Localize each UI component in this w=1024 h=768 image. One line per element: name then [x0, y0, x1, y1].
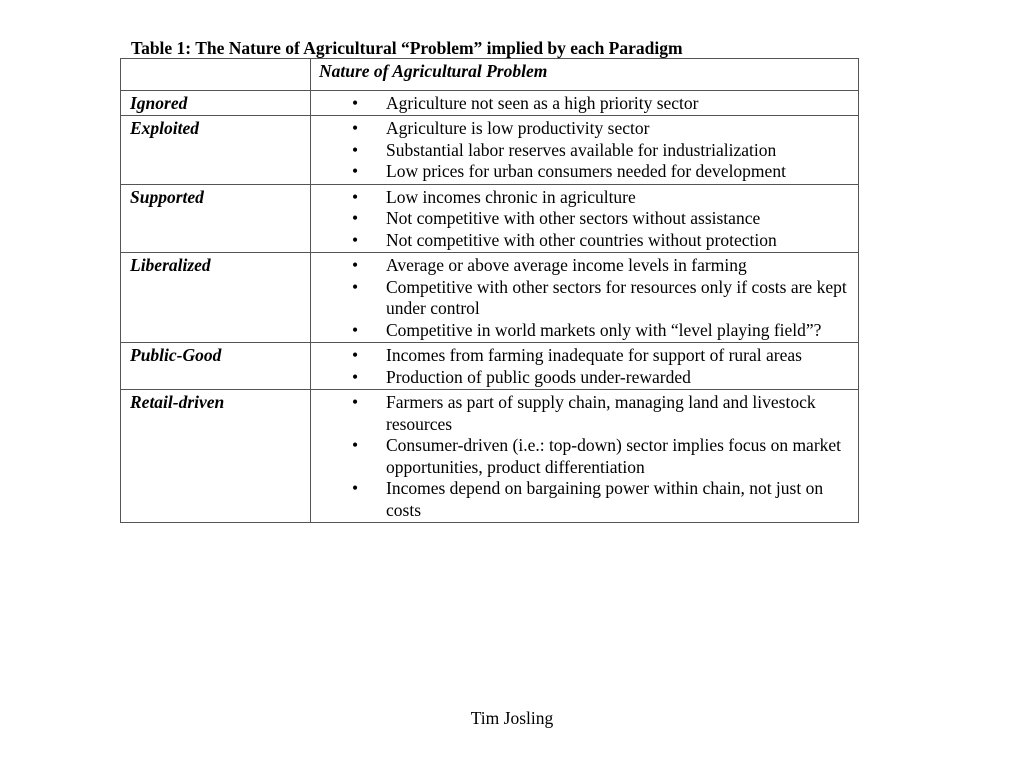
header-empty-cell — [121, 59, 311, 91]
bullet-item: • Average or above average income levels in farming — [311, 255, 850, 277]
bullet-list — [311, 390, 858, 522]
bullet-item: • Low incomes chronic in agriculture — [311, 187, 850, 209]
problem-cell — [311, 343, 859, 390]
paradigm-cell — [121, 90, 311, 116]
problem-cell — [311, 390, 859, 523]
problem-cell — [311, 184, 859, 253]
paradigm-name: Supported — [130, 186, 204, 207]
problem-cell — [311, 253, 859, 343]
bullet-item: • Competitive in world markets only with “level playing field”? — [311, 320, 850, 342]
bullet-item: • Production of public goods under-rewarded — [311, 367, 850, 389]
table-row — [121, 90, 859, 116]
paradigm-name: Liberalized — [130, 255, 211, 275]
paradigm-cell — [121, 253, 311, 343]
header-col2-label: Nature of Agricultural Problem — [319, 61, 548, 81]
table-row — [121, 253, 859, 343]
bullet-list — [311, 253, 858, 342]
bullet-item: • Incomes depend on bargaining power within chain, not just on costs — [311, 478, 850, 521]
paradigm-name: Retail-driven — [130, 392, 225, 412]
bullet-item: • Incomes from farming inadequate for support of rural areas — [311, 345, 850, 367]
paradigm-cell — [121, 184, 311, 253]
table-row — [121, 116, 859, 185]
problem-cell — [311, 116, 859, 185]
header-problem-cell — [311, 59, 859, 91]
bullet-item: • Not competitive with other sectors without assistance — [311, 208, 850, 230]
table-caption: Table 1: The Nature of Agricultural “Problem” implied by each Paradigm — [131, 38, 683, 58]
paradigm-name: Public-Good — [130, 345, 222, 365]
bullet-item: • Consumer-driven (i.e.: top-down) sector implies focus on market opportunities, product differentiation — [311, 435, 850, 478]
bullet-item: • Agriculture is low productivity sector — [311, 118, 850, 140]
paradigm-cell — [121, 116, 311, 185]
paradigm-name: Ignored — [130, 92, 188, 113]
paradigm-cell — [121, 390, 311, 523]
bullet-item: • Not competitive with other countries without protection — [311, 230, 850, 252]
author-name: Tim Josling — [470, 708, 554, 728]
table-row — [121, 390, 859, 523]
bullet-item: • Farmers as part of supply chain, managing land and livestock resources — [311, 392, 850, 435]
table-row — [121, 184, 859, 253]
paradigm-name: Exploited — [130, 118, 200, 138]
bullet-item: • Low prices for urban consumers needed for development — [311, 161, 850, 183]
table-header-row — [121, 59, 859, 91]
bullet-list — [311, 116, 858, 184]
paradigm-cell — [121, 343, 311, 390]
header-col1-label — [121, 59, 310, 61]
author-footer — [0, 707, 1024, 729]
problem-cell — [311, 90, 859, 116]
bullet-item: • Agriculture not seen as a high priority sector — [311, 93, 850, 115]
paradigm-table — [120, 58, 859, 523]
bullet-list — [311, 185, 858, 253]
bullet-item: • Substantial labor reserves available for industrialization — [311, 140, 850, 162]
bullet-list — [311, 91, 858, 116]
bullet-item: • Competitive with other sectors for resources only if costs are kept under control — [311, 277, 850, 320]
table-row — [121, 343, 859, 390]
bullet-list — [311, 343, 858, 389]
